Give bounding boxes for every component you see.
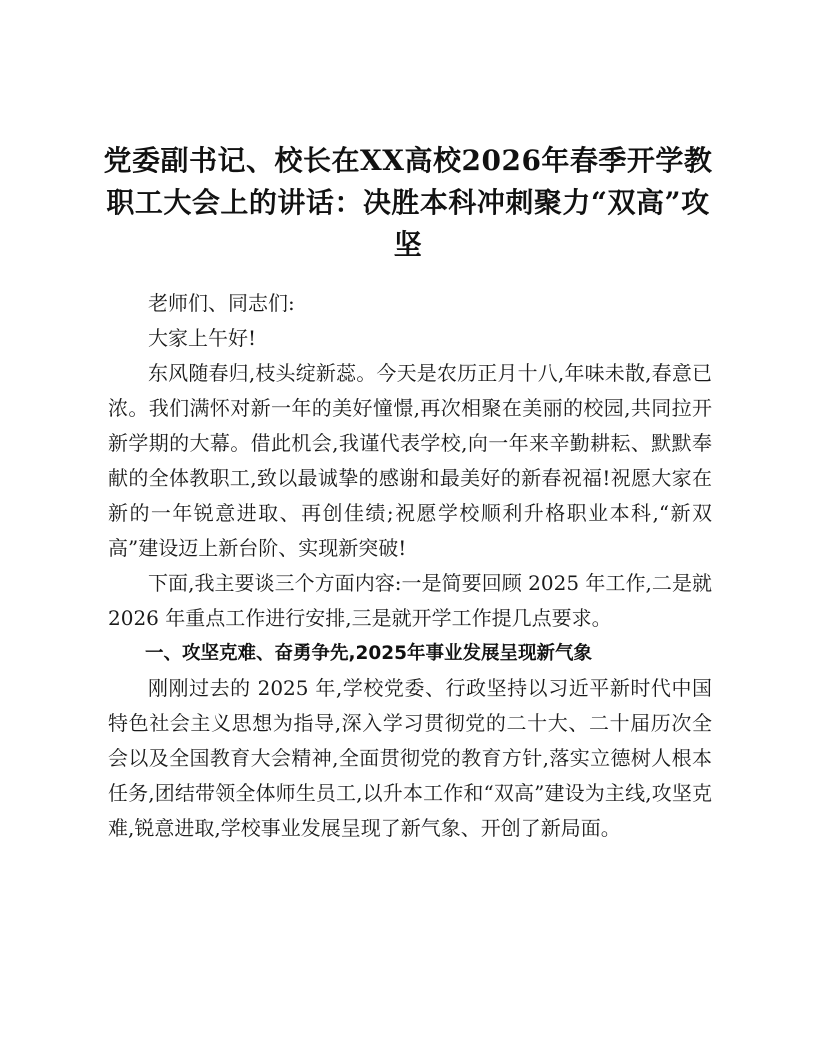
paragraph-opening: 东风随春归,枝头绽新蕊。今天是农历正月十八,年味未散,春意已浓。我们满怀对新一年的美好憧憬,再次相聚在美丽的校园,共同拉开新学期的大幕。借此机会,我谨代表学校,向一年来辛勤耕耘、默默奉献的全体教职工,致以最诚挚的感谢和最美好的新春祝福!祝愿大家在新的一年锐意进取、再创佳绩;祝愿学校顺利升格职业本科,“新双高”建设迈上新台阶、实现新突破!	[108, 361, 712, 560]
greeting-morning: 大家上午好!	[148, 326, 257, 350]
document-title: 党委副书记、校长在XX高校2026年春季开学教职工大会上的讲话：决胜本科冲刺聚力“双高”攻坚	[103, 144, 713, 261]
section-heading-1: 一、攻坚克难、奋勇争先,2025年事业发展呈现新气象	[145, 643, 593, 664]
paragraph-outline: 下面,我主要谈三个方面内容:一是简要回顾 2025 年工作,二是就 2026 年重点工作进行安排,三是就开学工作提几点要求。	[108, 571, 712, 630]
greeting-salutation: 老师们、同志们:	[148, 291, 295, 315]
paragraph-review: 刚刚过去的 2025 年,学校党委、行政坚持以习近平新时代中国特色社会主义思想为指导,深入学习贯彻党的二十大、二十届历次全会以及全国教育大会精神,全面贯彻党的教育方针,落实立德树人根本任务,团结带领全体师生员工,以升本工作和“双高”建设为主线,攻坚克难,锐意进取,学校事业发展呈现了新气象、开创了新局面。	[108, 676, 712, 840]
document-body	[108, 286, 712, 846]
